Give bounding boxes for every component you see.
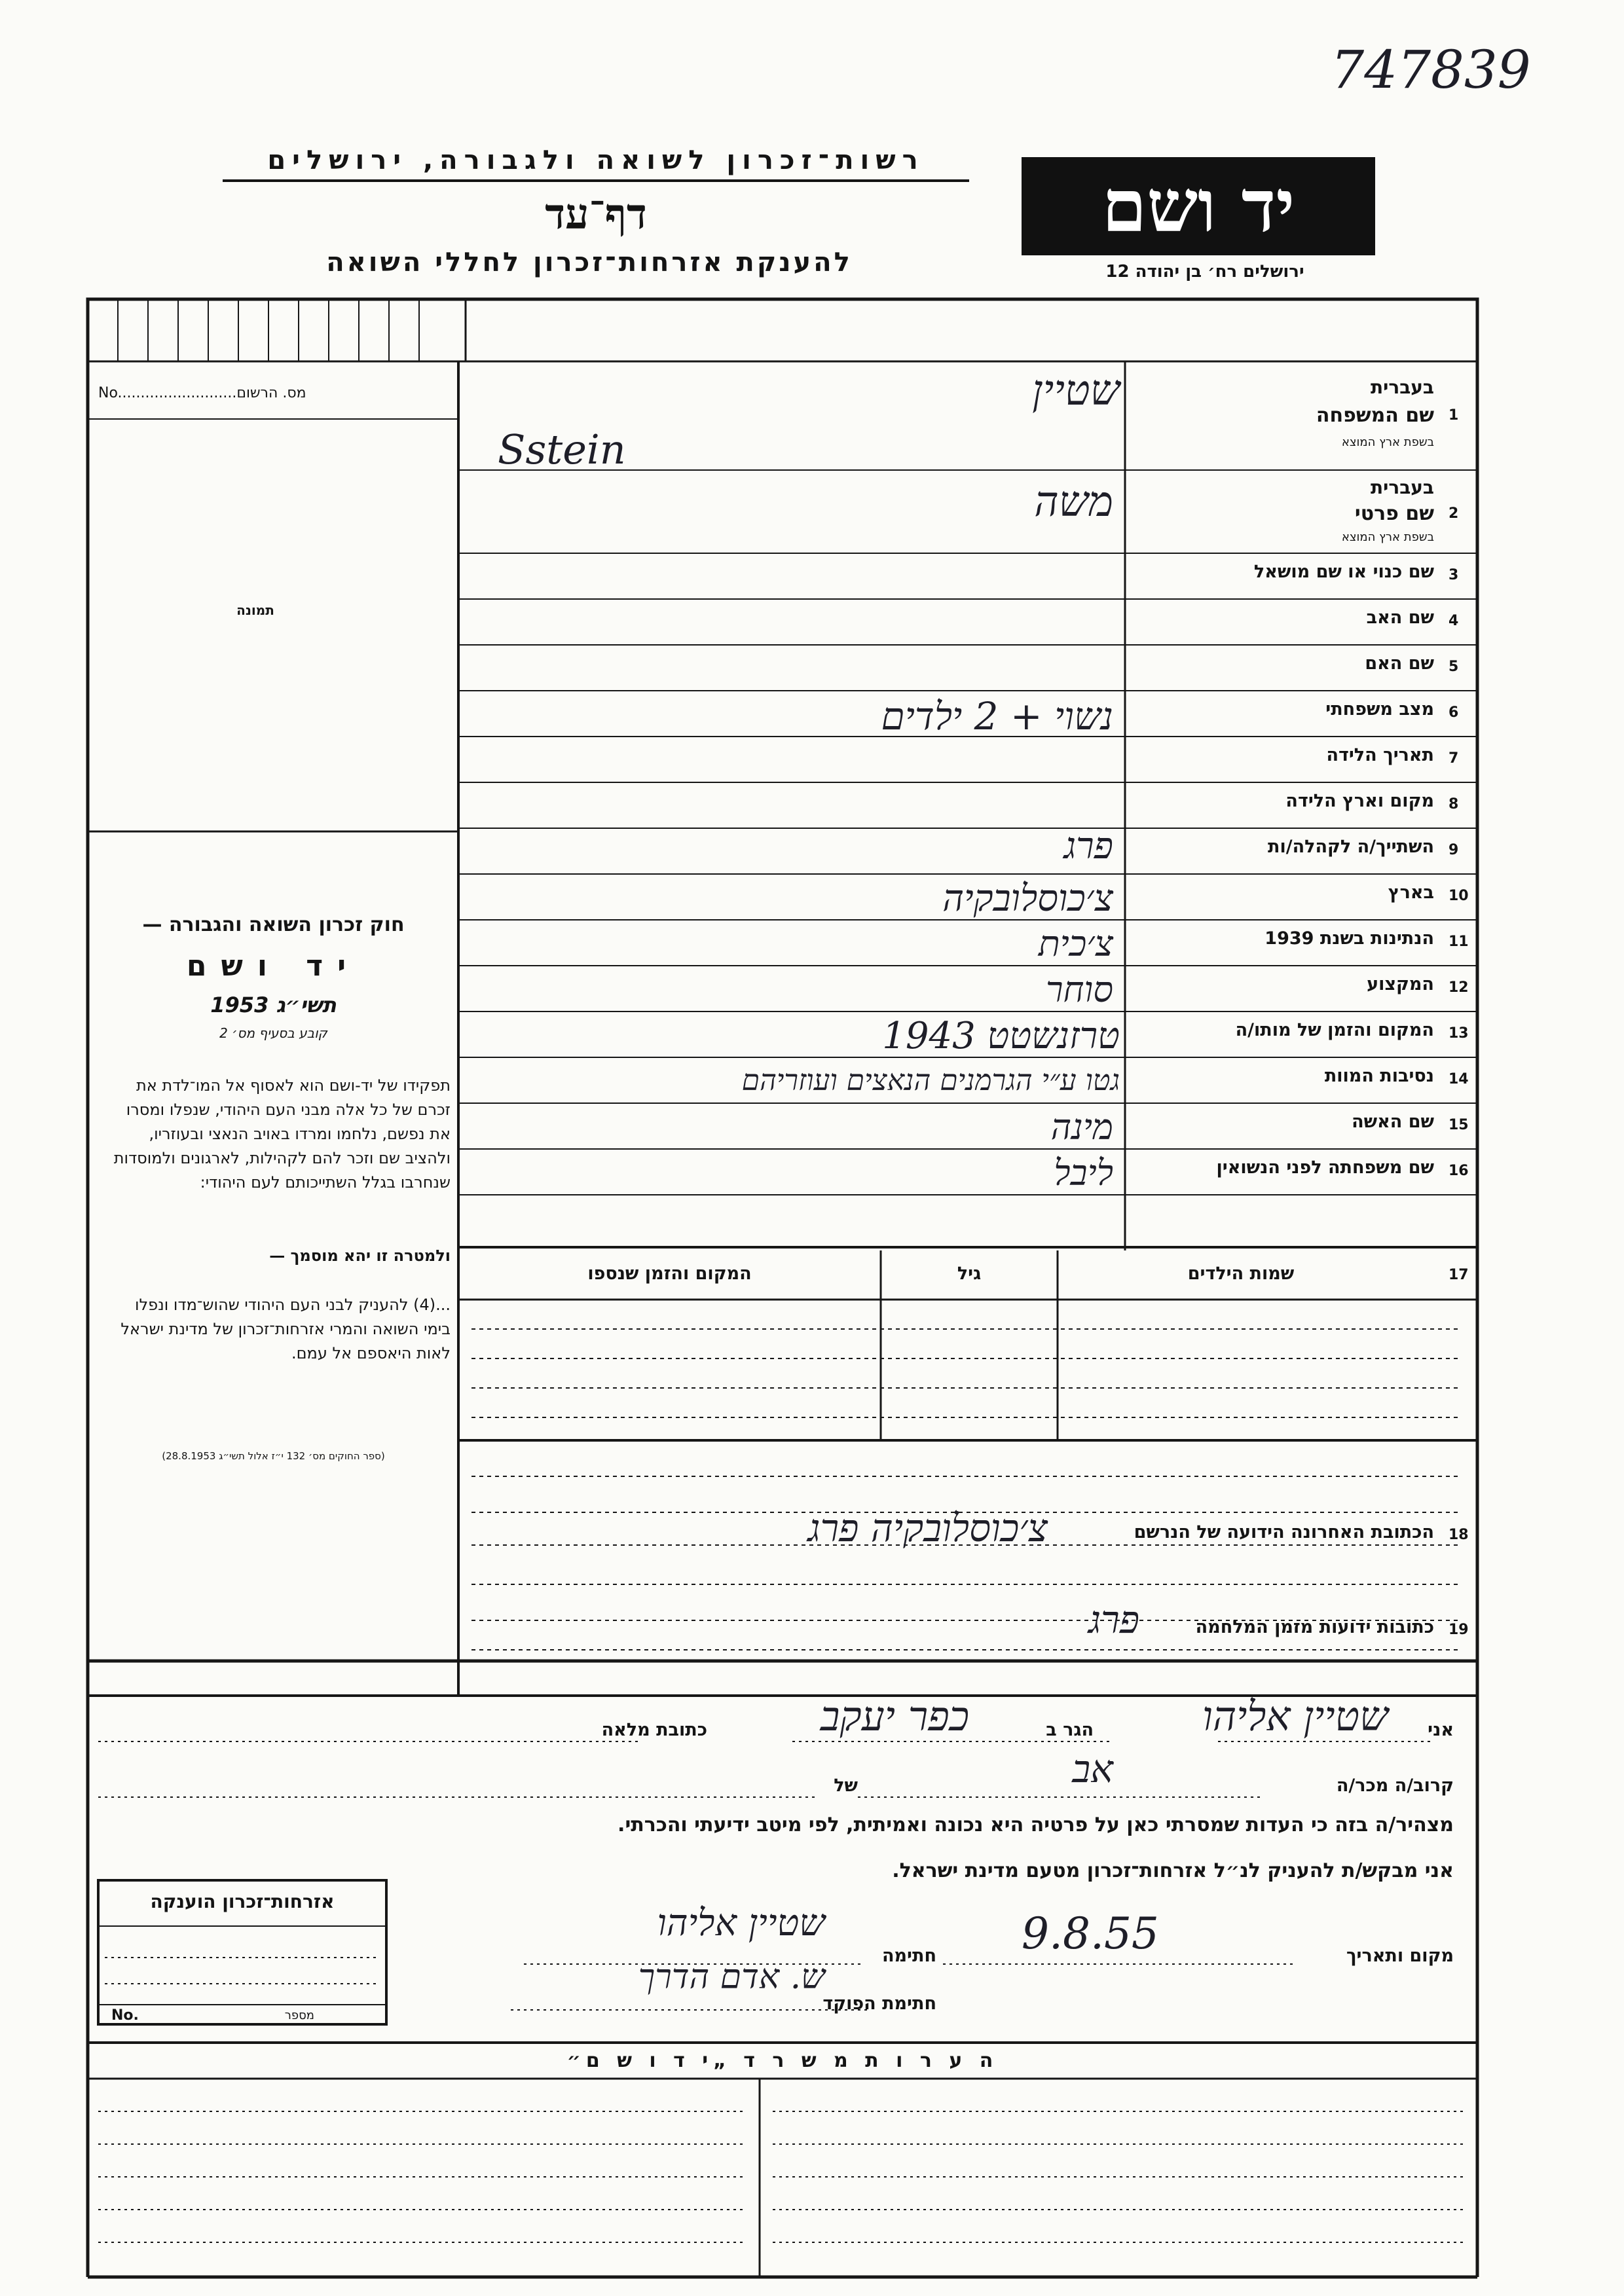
field-number: 10 (1449, 888, 1469, 904)
place-date-value: 9.8.55 (1022, 1908, 1159, 1959)
field-number: 11 (1449, 934, 1469, 950)
field-sublabel-hebrew: בעברית (1370, 376, 1434, 398)
field-label-death-place-time: המקום והזמן של מותו/ה (1235, 1020, 1434, 1040)
law-text-authority: ולמטרה זו יהא מוסמך — (269, 1247, 451, 1265)
declaration-statement: מצהיר/ה בזה כי העדות שמסרתי כאן על פרטיה היא נכונה ואמיתית, לפי מיטב ידיעתי והכרתי. (618, 1813, 1454, 1836)
field-value-profession: סוחר (1045, 969, 1113, 1010)
children-header-age: גיל (957, 1264, 982, 1284)
field-label-first-name: שם פרטי (1354, 502, 1434, 525)
field-label-birth-date: תאריך הלידה (1326, 745, 1434, 765)
citizenship-box-number-label: מספר (284, 2009, 314, 2022)
field-value-death-circumstances: גטו ע״י הגרמנים הנאצים ועוזריהם (741, 1064, 1120, 1097)
declarant-signature: שטיין אליהו (657, 1902, 825, 1944)
field-sublabel-hebrew: בעברית (1370, 477, 1434, 498)
field-number: 9 (1449, 842, 1459, 858)
declarant-relation: אב (1072, 1747, 1113, 1791)
field-number: 15 (1449, 1117, 1469, 1133)
citizenship-box-title: אזרחות־זכרון הוענקה (150, 1891, 335, 1912)
field-label-wartime-addresses: כתובות ידועות מזמן המלחמה (1195, 1617, 1434, 1637)
declaration-request: אני מבקש/ת להעניק לנ״ל אזרחות־זכרון מטעם מדינת ישראל. (892, 1859, 1454, 1882)
field-label-wife-name: שם האשה (1352, 1112, 1434, 1132)
declaration-of: של (834, 1776, 858, 1796)
field-number: 14 (1449, 1071, 1469, 1087)
field-number: 2 (1449, 505, 1459, 522)
yad-vashem-logo: יד ושם (1022, 157, 1375, 255)
field-number: 6 (1449, 704, 1459, 721)
declarant-name: שטיין אליהו (1202, 1692, 1388, 1740)
field-number: 17 (1449, 1267, 1469, 1283)
field-label-wife-maiden-name: שם משפחתה לפני הנשואין (1216, 1157, 1434, 1178)
field-number: 1 (1449, 407, 1459, 424)
place-date-label: מקום ותאריך (1346, 1946, 1454, 1966)
field-value-family-name-hebrew: שטיין (1032, 367, 1120, 415)
field-number: 12 (1449, 979, 1469, 996)
declarant-town: כפר יעקב (820, 1692, 969, 1740)
officer-signature-label: חתימת הפוקד (822, 1994, 936, 2014)
signature-label: חתימה (881, 1946, 936, 1966)
law-text-clause-4: ...(4) להעניק לבני העם היהודי שהוש־מדו ונפלו בימי השואה והמרי אזרחות־זכרון של מדינת ישראל לאות היאספם אל עמם. (120, 1296, 451, 1362)
law-name: יד ושם (186, 949, 361, 983)
declaration-i: אני (1428, 1720, 1454, 1740)
field-value-last-address: צ׳כוסלובקיה פרג (807, 1506, 1048, 1550)
law-title: חוק זכרון השואה והגבורה — (142, 913, 405, 936)
field-label-death-circumstances: נסיבות המוות (1324, 1066, 1434, 1086)
field-number: 7 (1449, 750, 1459, 767)
field-label-mother-name: שם האם (1365, 653, 1434, 674)
declaration-lives-in: הגר ב (1046, 1720, 1094, 1740)
officer-signature: ש. אדם הדרך (638, 1958, 825, 1997)
field-sublabel-origin-language: בשפת ארץ המוצא (1341, 530, 1434, 544)
page-subtitle: להענקת אזרחות־זכרון לחללי השואה (326, 247, 853, 278)
field-value-wife-maiden-name: ליבל (1054, 1152, 1113, 1194)
field-label-nationality-1939: הנתינות בשנת 1939 (1264, 928, 1434, 949)
field-label-birth-place: מקום וארץ הלידה (1285, 791, 1434, 811)
page-title: דף־עד (545, 190, 647, 239)
law-clause: קובע בסעיף מס׳ 2 (219, 1025, 327, 1041)
field-number: 16 (1449, 1163, 1469, 1179)
field-value-community: פרג (1063, 825, 1113, 867)
field-label-country: בארץ (1388, 883, 1434, 903)
field-label-nickname: שם כנוי או שם מושאל (1253, 562, 1434, 582)
address-line: ירושלים רח׳ בן יהודה 12 (1105, 262, 1304, 282)
field-label-last-address: הכתובת האחרונה הידועה של הנרשם (1134, 1522, 1434, 1542)
field-number: 19 (1449, 1622, 1469, 1638)
photo-label: תמונה (236, 602, 274, 618)
field-number: 3 (1449, 567, 1459, 583)
field-sublabel-origin-language: בשפת ארץ המוצא (1341, 435, 1434, 449)
field-number: 4 (1449, 613, 1459, 629)
handwritten-archive-number: 747839 (1331, 39, 1531, 100)
children-header-names: שמות הילדים (1187, 1264, 1295, 1284)
field-label-profession: המקצוע (1367, 974, 1434, 994)
field-value-first-name: משה (1034, 478, 1113, 526)
field-value-marital-status: נשוי + 2 ילדים (881, 694, 1113, 738)
declaration-full-address: כתובת מלאה (601, 1720, 707, 1740)
field-number: 5 (1449, 659, 1459, 675)
registration-number: No..........................מס. הרשום (98, 385, 306, 401)
field-value-country: צ׳כוסלובקיה (942, 877, 1113, 920)
field-value-death-place-time: טרזנשטט 1943 (882, 1015, 1120, 1057)
field-number: 8 (1449, 796, 1459, 812)
field-label-family-name: שם המשפחה (1316, 404, 1434, 427)
field-number: 18 (1449, 1527, 1469, 1543)
citizenship-box-no: No. (111, 2007, 139, 2024)
authority-line: רשות־זכרון לשואה ולגבורה, ירושלים (223, 145, 969, 182)
field-number: 13 (1449, 1025, 1469, 1042)
field-label-marital-status: מצב משפחתי (1325, 699, 1434, 720)
law-reference: (ספר החוקים מס׳ 132 י״ז אלול תשי״ג 28.8.1953) (162, 1450, 385, 1462)
children-header-place-time: המקום והזמן שנספו (587, 1264, 752, 1284)
field-label-father-name: שם האב (1366, 608, 1434, 628)
remarks-title: ה ע ר ו ת מ ש ר ד „י ד ו ש ם״ (566, 2049, 999, 2072)
field-value-nationality: צ׳כית (1038, 923, 1113, 964)
declaration-relation-label: קרוב/ה מכר/ה (1336, 1776, 1454, 1796)
field-value-wartime-addresses: פרג (1088, 1597, 1139, 1642)
field-value-wife-name: מינה (1050, 1106, 1113, 1148)
law-year: תשי״ג 1953 (210, 993, 337, 1017)
field-value-family-name-origin: Sstein (498, 426, 626, 473)
law-text-purpose: תפקידו של יד-ושם הוא לאסוף אל המו־לדת את זכרם של כל אלה מבני העם היהודי, שנפלו ומסרו את נפשם, נלחמו ומרדו באויב הנאצי ובעוזריו, ולהציב שם וזכר להם לקהילות, לארגונים ולמוסדות שנחרבו בגלל השתייכותם לעם היהודי: (113, 1076, 451, 1192)
field-label-community: השתייך/ה לקהלה/ות (1268, 837, 1434, 857)
